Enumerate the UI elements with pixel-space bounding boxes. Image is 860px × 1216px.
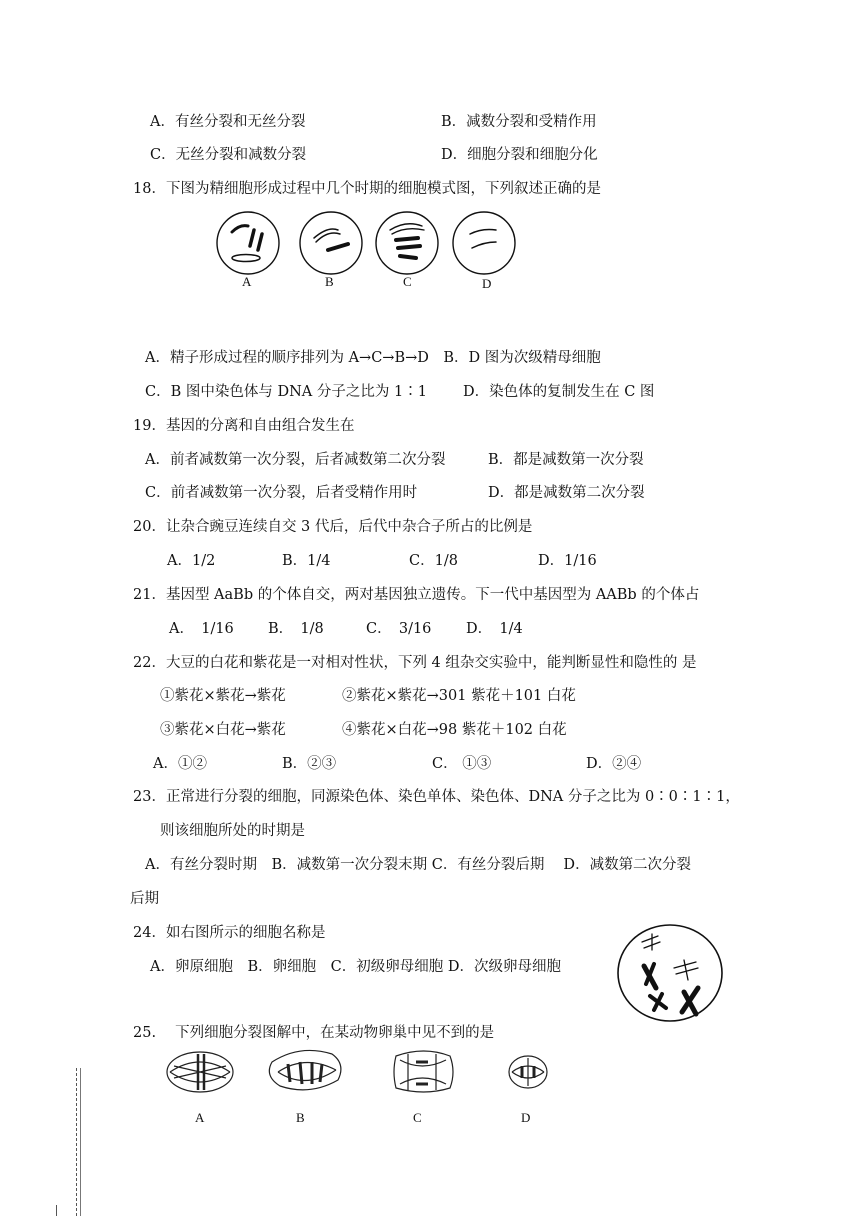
q22-option-c: C． ①③ (432, 756, 492, 772)
q22-cross-1: ①紫花×紫花→紫花 (160, 688, 286, 704)
q23-options-cont: 后期 (130, 891, 159, 907)
q20-option-c: C．1/8 (409, 553, 458, 569)
q20-option-d: D．1/16 (538, 553, 597, 569)
q22-option-a: A．①② (153, 756, 207, 772)
q25-label-d: D (521, 1110, 531, 1125)
q25-stem: 25. 下列细胞分裂图解中，在某动物卵巢中见不到的是 (133, 1025, 495, 1041)
q18-options-line1: A．精子形成过程的顺序排列为 A→C→B→D B．D 图为次级精母细胞 (145, 350, 601, 366)
q23-options: A．有丝分裂时期 B．减数第一次分裂末期 C．有丝分裂后期 D．减数第二次分裂 (145, 857, 692, 873)
q17-option-d: D．细胞分裂和细胞分化 (441, 147, 598, 163)
q21-option-c: C． 3/16 (366, 621, 432, 637)
q22-stem: 22．大豆的白花和紫花是一对相对性状，下列 4 组杂交实验中，能判断显性和隐性的 是 (133, 655, 697, 671)
q25-label-b: B (296, 1110, 305, 1125)
q25-label-a: A (195, 1110, 205, 1125)
q24-stem: 24．如右图所示的细胞名称是 (133, 925, 326, 941)
q20-option-b: B．1/4 (282, 553, 331, 569)
q22-cross-4: ④紫花×白花→98 紫花＋102 白花 (342, 722, 567, 738)
q21-option-a: A． 1/16 (169, 621, 234, 637)
q22-option-d: D．②④ (586, 756, 642, 772)
q21-option-b: B． 1/8 (268, 621, 324, 637)
q19-option-d: D．都是减数第二次分裂 (488, 485, 645, 501)
q18-option-d: D．染色体的复制发生在 C 图 (463, 384, 655, 400)
q19-option-c: C．前者减数第一次分裂，后者受精作用时 (145, 485, 418, 501)
q23-stem-line1: 23．正常进行分裂的细胞，同源染色体、染色单体、染色体、DNA 分子之比为 0∶0∶1∶1， (133, 789, 740, 805)
binding-line-solid (80, 1068, 81, 1216)
q19-option-a: A．前者减数第一次分裂，后者减数第二次分裂 (145, 452, 446, 468)
q18-label-c: C (403, 274, 412, 289)
q24-options: A．卵原细胞 B．卵细胞 C．初级卵母细胞 D．次级卵母细胞 (150, 959, 561, 975)
q22-cross-3: ③紫花×白花→紫花 (160, 722, 286, 738)
q20-option-a: A．1/2 (167, 553, 216, 569)
q18-label-b: B (325, 274, 334, 289)
q19-option-b: B．都是减数第一次分裂 (488, 452, 644, 468)
q18-label-d: D (482, 276, 492, 291)
q25-label-c: C (413, 1110, 422, 1125)
q25-cell-figure (160, 1040, 560, 1096)
q17-option-c: C．无丝分裂和减数分裂 (150, 147, 307, 163)
q18-option-c: C．B 图中染色体与 DNA 分子之比为 1∶1 (145, 384, 427, 400)
q17-option-b: B．减数分裂和受精作用 (441, 114, 597, 130)
q20-stem: 20．让杂合豌豆连续自交 3 代后，后代中杂合子所占的比例是 (133, 519, 533, 535)
q23-stem-line2: 则该细胞所处的时期是 (160, 823, 305, 839)
q21-stem: 21．基因型 AaBb 的个体自交，两对基因独立遗传。下一代中基因型为 AABb 的个体占 (133, 587, 700, 603)
q19-stem: 19．基因的分离和自由组合发生在 (133, 418, 355, 434)
q21-option-d: D． 1/4 (466, 621, 523, 637)
q24-cell-figure (612, 922, 730, 1026)
q22-cross-2: ②紫花×紫花→301 紫花＋101 白花 (342, 688, 576, 704)
binding-line-dashed (76, 1068, 77, 1216)
q17-option-a: A．有丝分裂和无丝分裂 (150, 114, 306, 130)
q18-stem: 18．下图为精细胞形成过程中几个时期的细胞模式图，下列叙述正确的是 (133, 181, 601, 197)
q22-option-b: B．②③ (282, 756, 337, 772)
q18-label-a: A (242, 274, 252, 289)
binding-tick (56, 1205, 57, 1216)
